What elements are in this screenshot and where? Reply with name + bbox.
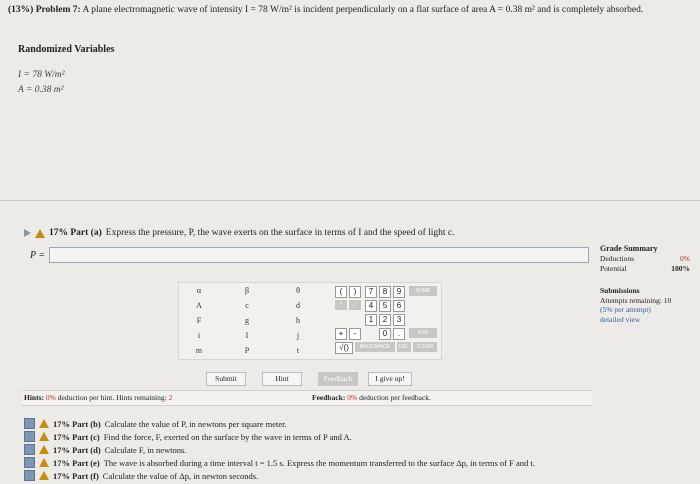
key-t[interactable]: t (296, 346, 300, 355)
hints-label: Hints: (24, 393, 45, 402)
key-P[interactable]: P (244, 346, 250, 355)
part-icon (24, 470, 35, 481)
key-9[interactable]: 9 (393, 286, 405, 298)
part-icon (24, 457, 35, 468)
divider (0, 200, 700, 201)
key-5[interactable]: 5 (379, 300, 391, 312)
warning-icon (39, 419, 49, 428)
warning-icon (39, 458, 49, 467)
part-icon (24, 431, 35, 442)
part-e-label: 17% Part (e) (53, 457, 100, 468)
part-e-text: The wave is absorbed during a time interval t = 1.5 s. Express the momentum transferred to the surface Δp, in terms of F and t. (103, 457, 535, 468)
grade-summary-title: Grade Summary (600, 244, 658, 253)
key-sqrt[interactable]: √() (335, 342, 353, 354)
part-b-row[interactable] (24, 418, 287, 429)
key-dot[interactable]: . (393, 328, 405, 340)
key-4[interactable]: 4 (365, 300, 377, 312)
attempts-remaining: Attempts remaining: 10 (600, 295, 672, 305)
part-c-row[interactable] (24, 431, 352, 442)
key-alpha[interactable]: α (196, 286, 202, 295)
key-m[interactable]: m (195, 346, 203, 355)
part-d-row[interactable] (24, 444, 186, 455)
hints-pct: 0% (45, 393, 56, 402)
key-2[interactable]: 2 (379, 314, 391, 326)
grade-summary (600, 244, 690, 274)
per-attempt: (5% per attempt) (600, 305, 651, 314)
key-g[interactable]: g (245, 316, 249, 325)
warning-icon (39, 445, 49, 454)
warning-icon (39, 471, 49, 480)
feedback-button[interactable]: Feedback (318, 372, 358, 386)
key-h[interactable]: h (296, 316, 300, 325)
key-close-paren[interactable]: ) (349, 286, 361, 298)
hints-info (24, 393, 172, 402)
submit-button[interactable]: Submit (206, 372, 246, 386)
warning-icon (35, 229, 45, 238)
feedback-pct: 0% (347, 393, 358, 402)
key-I[interactable]: I (245, 331, 249, 340)
hints-remaining: 2 (168, 393, 173, 402)
answer-row (30, 247, 589, 263)
key-backspace[interactable]: BACKSPACE (355, 342, 395, 352)
key-minus[interactable]: - (349, 328, 361, 340)
part-c-label: 17% Part (c) (53, 431, 100, 442)
feedback-info (312, 393, 431, 402)
part-a-text: Express the pressure, P, the wave exerts on the surface in terms of I and the speed of light c. (105, 228, 455, 238)
give-up-button[interactable]: I give up! (368, 372, 412, 386)
key-j[interactable]: j (296, 331, 300, 340)
problem-header: (13%) Problem 7: (8, 5, 81, 15)
key-del[interactable]: DEL (397, 342, 411, 352)
deductions-label: Deductions (600, 254, 635, 263)
warning-icon (39, 432, 49, 441)
key-clear[interactable]: CLEAR (413, 342, 437, 352)
detailed-view-link[interactable]: detailed view (600, 314, 641, 324)
key-open-paren[interactable]: ( (335, 286, 347, 298)
feedback-text: deduction per feedback. (359, 393, 431, 402)
part-b-text: Calculate the value of P, in newtons per square meter. (104, 418, 287, 429)
part-icon (24, 444, 35, 455)
potential-label: Potential (600, 264, 627, 273)
key-slash[interactable]: / (349, 300, 361, 310)
part-icon (24, 418, 35, 429)
answer-input[interactable] (49, 247, 589, 263)
key-A[interactable]: A (196, 301, 202, 310)
key-3[interactable]: 3 (393, 314, 405, 326)
key-plus[interactable]: + (335, 328, 347, 340)
part-f-label: 17% Part (f) (53, 470, 99, 481)
part-d-label: 17% Part (d) (53, 444, 101, 455)
hint-button[interactable]: Hint (262, 372, 302, 386)
variable-intensity: I = 78 W/m² (18, 70, 65, 80)
key-i[interactable]: i (197, 331, 201, 340)
key-beta[interactable]: β (244, 286, 250, 295)
key-caret[interactable]: ^ (335, 300, 347, 310)
hints-text: deduction per hint. Hints remaining: (57, 393, 167, 402)
answer-label: P = (30, 249, 46, 261)
key-7[interactable]: 7 (365, 286, 377, 298)
part-d-text: Calculate F, in newtons. (104, 444, 187, 455)
part-e-row[interactable] (24, 457, 535, 468)
part-b-label: 17% Part (b) (53, 418, 101, 429)
problem-text: A plane electromagnetic wave of intensity I = 78 W/m² is incident perpendicularly on a flat surface of area A = 0.38 m² and is completely absorbed. (80, 5, 644, 15)
key-8[interactable]: 8 (379, 286, 391, 298)
key-c[interactable]: c (245, 301, 249, 310)
problem-statement (8, 4, 688, 17)
key-end[interactable]: END (409, 328, 437, 338)
key-theta[interactable]: θ (296, 286, 300, 295)
variable-area: A = 0.38 m² (18, 85, 64, 95)
submissions-title: Submissions (600, 286, 640, 295)
part-f-row[interactable] (24, 470, 258, 481)
submissions-panel (600, 286, 692, 324)
deductions-value: 0% (680, 254, 690, 263)
part-a-header[interactable] (24, 228, 455, 238)
randomized-variables-title: Randomized Variables (18, 44, 115, 55)
potential-value: 100% (671, 264, 690, 273)
expand-triangle-icon[interactable] (24, 229, 31, 237)
feedback-label: Feedback: (312, 393, 346, 402)
key-d[interactable]: d (296, 301, 300, 310)
key-home[interactable]: HOME (409, 286, 437, 296)
part-a-label: 17% Part (a) (49, 228, 102, 238)
key-1[interactable]: 1 (365, 314, 377, 326)
key-0[interactable]: 0 (379, 328, 391, 340)
key-6[interactable]: 6 (393, 300, 405, 312)
part-f-text: Calculate the value of Δp, in newton seconds. (102, 470, 259, 481)
part-c-text: Find the force, F, exerted on the surface by the wave in terms of P and A. (103, 431, 352, 442)
equation-keypad (178, 282, 442, 360)
key-F[interactable]: F (196, 316, 202, 325)
